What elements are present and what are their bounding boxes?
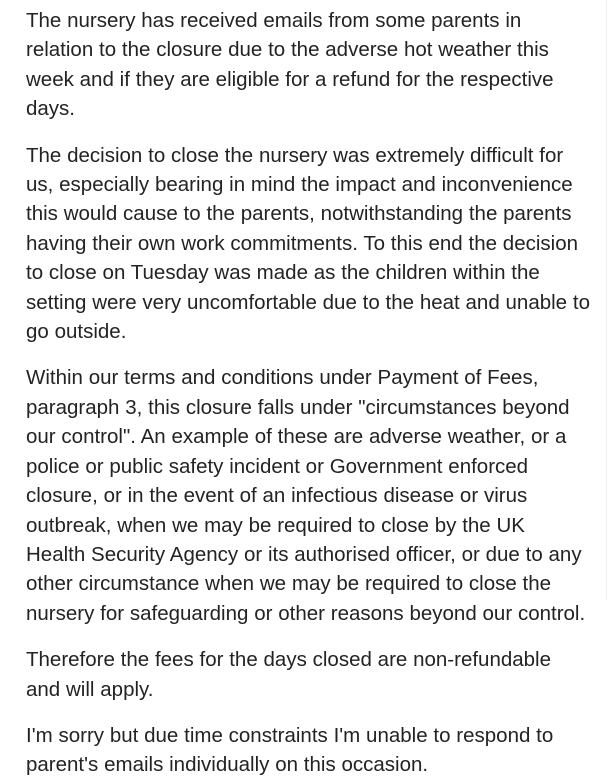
document-body (26, 6, 590, 780)
paragraph-4: Therefore the fees for the days closed are non-refundable and will apply. (26, 648, 552, 701)
paragraph-5: I'm sorry but due time constraints I'm unable to respond to parent's emails individually on this occasion. (26, 723, 554, 777)
right-edge-divider (606, 0, 607, 600)
paragraph-2: The decision to close the nursery was extremely difficult for us, especially bearing in mind the impact and inconvenience this would cause to the parents, notwithstanding the parents having their own work commitments. To this end the decision to close on Tuesday was made as the children within the setting were very uncomfortable due to the heat and unable to go outside. (26, 143, 590, 344)
paragraph-1: The nursery has received emails from some parents in relation to the closure due to the adverse hot weather this week and if they are eligible for a refund for the respective days. (26, 9, 554, 121)
paragraph-3: Within our terms and conditions under Payment of Fees, paragraph 3, this closure falls under "circumstances beyond our control". An example of these are adverse weather, or a police or public safety incident or Government enforced closure, or in the event of an infectious disease or virus outbreak, when we may be required to close by the UK Health Security Agency or its authorised officer, or due to any other circumstance when we may be required to close the nursery for safeguarding or other reasons beyond our control. (26, 366, 586, 625)
